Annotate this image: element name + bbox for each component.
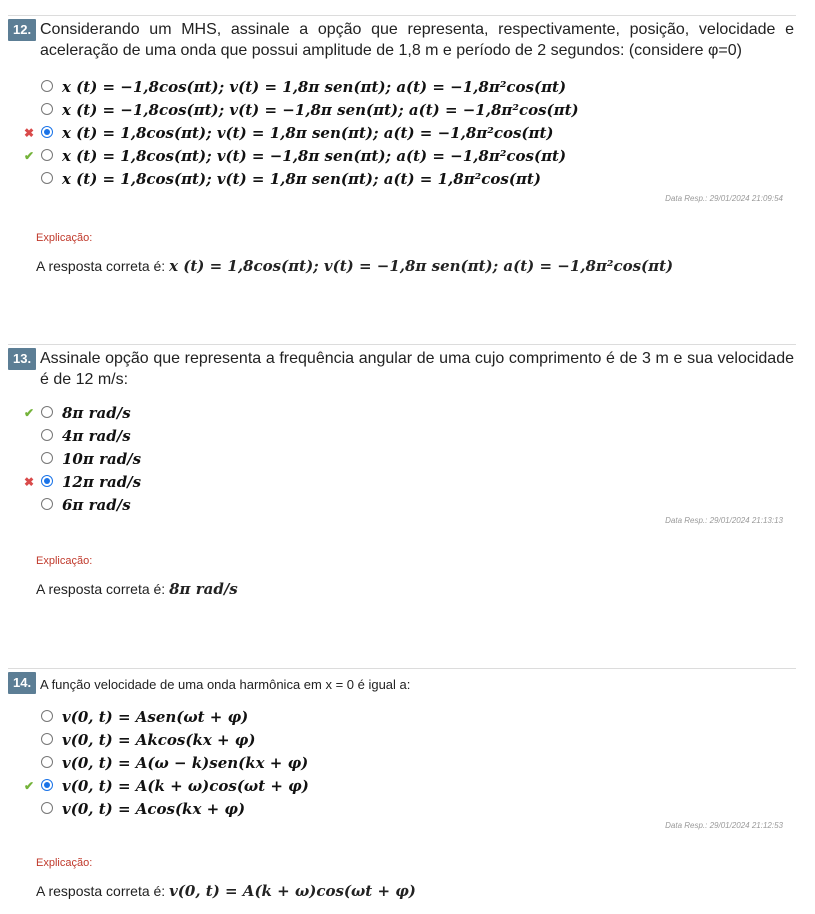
correct-answer xyxy=(36,882,416,900)
divider xyxy=(8,344,796,345)
option[interactable] xyxy=(0,706,760,728)
radio-button[interactable] xyxy=(41,756,53,768)
option-text: 8π rad/s xyxy=(62,404,131,422)
wrong-icon: ✖ xyxy=(23,126,35,140)
radio-button[interactable] xyxy=(41,103,53,115)
option-text: v(0, t) = Asen(ωt + φ) xyxy=(62,708,249,726)
explanation-label: Explicação: xyxy=(36,857,93,869)
option[interactable] xyxy=(0,494,760,516)
radio-button-selected[interactable] xyxy=(41,475,53,487)
radio-button[interactable] xyxy=(41,429,53,441)
check-icon: ✔ xyxy=(23,779,35,793)
option[interactable] xyxy=(0,168,760,190)
option[interactable] xyxy=(0,471,760,493)
answer-prefix: A resposta correta é: xyxy=(36,258,170,274)
response-date: Data Resp.: 29/01/2024 21:13:13 xyxy=(665,516,783,525)
option-text: x (t) = −1,8cos(πt); v(t) = −1,8π sen(πt); a(t) = −1,8π²cos(πt) xyxy=(62,101,579,119)
question-text: A função velocidade de uma onda harmônica em x = 0 é igual a: xyxy=(40,677,411,692)
option-text: v(0, t) = A(ω − k)sen(kx + φ) xyxy=(62,754,309,772)
option-text: x (t) = 1,8cos(πt); v(t) = −1,8π sen(πt); a(t) = −1,8π²cos(πt) xyxy=(62,147,567,165)
correct-answer xyxy=(36,257,673,275)
option-text: x (t) = 1,8cos(πt); v(t) = 1,8π sen(πt); a(t) = −1,8π²cos(πt) xyxy=(62,124,554,142)
question-number: 14. xyxy=(8,672,36,694)
radio-button[interactable] xyxy=(41,498,53,510)
answer-prefix: A resposta correta é: xyxy=(36,883,170,899)
radio-button-selected[interactable] xyxy=(41,126,53,138)
radio-button[interactable] xyxy=(41,733,53,745)
option-text: 4π rad/s xyxy=(62,427,131,445)
option-text: v(0, t) = A(k + ω)cos(ωt + φ) xyxy=(62,777,309,795)
option-text: x (t) = −1,8cos(πt); v(t) = 1,8π sen(πt); a(t) = −1,8π²cos(πt) xyxy=(62,78,567,96)
explanation-label: Explicação: xyxy=(36,555,93,567)
radio-button[interactable] xyxy=(41,406,53,418)
answer-math: x (t) = 1,8cos(πt); v(t) = −1,8π sen(πt); a(t) = −1,8π²cos(πt) xyxy=(169,257,674,275)
answer-math: 8π rad/s xyxy=(169,580,238,598)
option[interactable] xyxy=(0,402,760,424)
response-date: Data Resp.: 29/01/2024 21:09:54 xyxy=(665,194,783,203)
answer-prefix: A resposta correta é: xyxy=(36,581,170,597)
radio-button[interactable] xyxy=(41,80,53,92)
response-date: Data Resp.: 29/01/2024 21:12:53 xyxy=(665,821,783,830)
option[interactable] xyxy=(0,775,760,797)
answer-math: v(0, t) = A(k + ω)cos(ωt + φ) xyxy=(169,882,416,900)
radio-button[interactable] xyxy=(41,802,53,814)
question-text: Assinale opção que representa a frequência angular de uma cujo comprimento é de 3 m e sua velocidade é de 12 m/s: xyxy=(40,350,794,388)
correct-answer xyxy=(36,580,238,598)
wrong-icon: ✖ xyxy=(23,475,35,489)
explanation-label: Explicação: xyxy=(36,232,93,244)
option[interactable] xyxy=(0,145,760,167)
radio-button[interactable] xyxy=(41,149,53,161)
option[interactable] xyxy=(0,752,760,774)
radio-button[interactable] xyxy=(41,710,53,722)
radio-button-selected[interactable] xyxy=(41,779,53,791)
option-text: 12π rad/s xyxy=(62,473,142,491)
option[interactable] xyxy=(0,76,760,98)
question-number: 13. xyxy=(8,348,36,370)
option[interactable] xyxy=(0,448,760,470)
question-text: Considerando um MHS, assinale a opção que representa, respectivamente, posição, velocidade e aceleração de uma onda que possui amplitude de 1,8 m e período de 2 segundos: (considere φ=0) xyxy=(40,21,794,59)
option[interactable] xyxy=(0,798,760,820)
option-text: 6π rad/s xyxy=(62,496,131,514)
radio-button[interactable] xyxy=(41,452,53,464)
radio-button[interactable] xyxy=(41,172,53,184)
check-icon: ✔ xyxy=(23,406,35,420)
option-text: x (t) = 1,8cos(πt); v(t) = 1,8π sen(πt); a(t) = 1,8π²cos(πt) xyxy=(62,170,541,188)
option[interactable] xyxy=(0,425,760,447)
question-number: 12. xyxy=(8,19,36,41)
option-text: v(0, t) = Acos(kx + φ) xyxy=(62,800,246,818)
option[interactable] xyxy=(0,122,760,144)
check-icon: ✔ xyxy=(23,149,35,163)
option-text: 10π rad/s xyxy=(62,450,142,468)
divider xyxy=(8,668,796,669)
divider xyxy=(8,15,796,16)
option[interactable] xyxy=(0,729,760,751)
option[interactable] xyxy=(0,99,760,121)
option-text: v(0, t) = Akcos(kx + φ) xyxy=(62,731,256,749)
